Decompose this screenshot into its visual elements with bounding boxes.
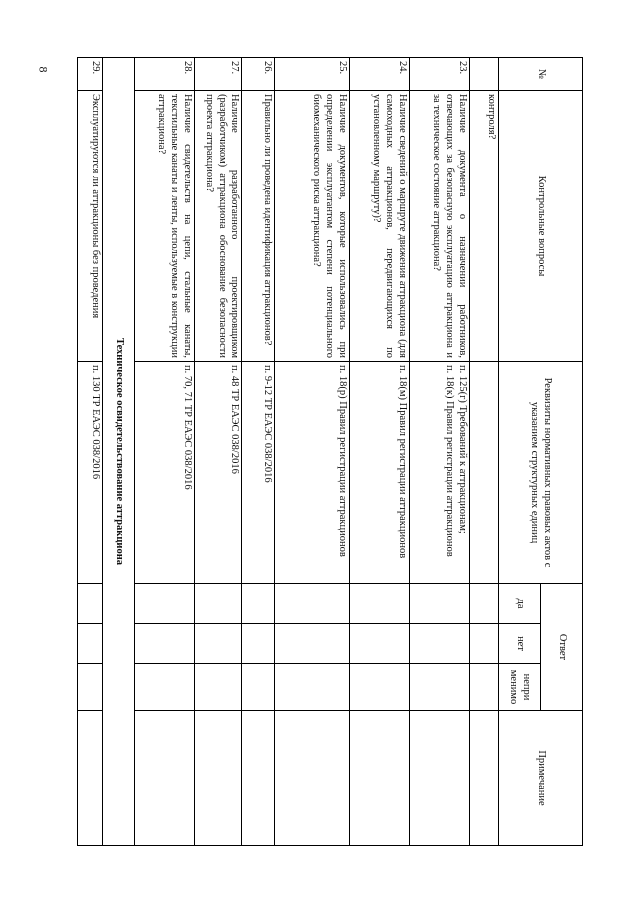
header-answer-yes: да (499, 584, 541, 624)
answer-na-cell[interactable] (78, 664, 103, 711)
requisites-cell (470, 362, 499, 584)
note-cell[interactable] (409, 711, 469, 846)
header-answer-no: нет (499, 624, 541, 664)
requisite-line: п. 130 ТР ЕАЭС 038/2016 (89, 365, 101, 480)
answer-na-cell[interactable] (134, 664, 194, 711)
question-cell: Наличие документа о назначении работников, отвечающих за безопасную эксплуатацию аттракциона и за техническое состояние аттракциона? (409, 91, 469, 362)
row-number: 23. (409, 58, 469, 91)
answer-no-cell[interactable] (134, 624, 194, 664)
answer-yes-cell[interactable] (134, 584, 194, 624)
answer-no-cell[interactable] (195, 624, 242, 664)
question-cell: контроля? (470, 91, 499, 362)
header-number: № (499, 58, 583, 91)
requisites-cell (78, 362, 103, 584)
note-cell[interactable] (78, 711, 103, 846)
question-cell: Наличие свидетельств на цепи, стальные канаты, текстильные канаты и ленты, используемые в конструкции аттракциона? (134, 91, 194, 362)
note-cell[interactable] (134, 711, 194, 846)
table-row (195, 58, 242, 846)
answer-yes-cell[interactable] (195, 584, 242, 624)
row-number: 26. (242, 58, 274, 91)
answer-yes-cell[interactable] (349, 584, 409, 624)
answer-no-cell[interactable] (78, 624, 103, 664)
table-row (134, 58, 194, 846)
table-row-continuation (470, 58, 499, 846)
requisites-cell (349, 362, 409, 584)
answer-yes-cell[interactable] (274, 584, 349, 624)
header-requisites: Реквизиты нормативных правовых актов с указанием структурных единиц (499, 362, 583, 584)
question-cell: Наличие сведений о маршруте движения аттракциона (для самоходных аттракционов, передвигающихся по установленному маршруту)? (349, 91, 409, 362)
answer-no-cell[interactable] (349, 624, 409, 664)
note-cell[interactable] (195, 711, 242, 846)
table-row (242, 58, 274, 846)
page-number: 8 (36, 66, 51, 73)
answer-no-cell[interactable] (470, 624, 499, 664)
requisites-cell (242, 362, 274, 584)
question-cell: Наличие документов, которые использовались при определении эксплуатантом степени потенциального биомеханического риска аттракциона? (274, 91, 349, 362)
note-cell[interactable] (242, 711, 274, 846)
requisites-cell (195, 362, 242, 584)
requisite-line: п. 18(м) Правил регистрации аттракционов (396, 365, 408, 559)
answer-no-cell[interactable] (242, 624, 274, 664)
rotated-page-content (77, 57, 583, 845)
row-number: 29. (78, 58, 103, 91)
requisite-line: п. 125(г) Требований к аттракционам; (457, 365, 469, 534)
note-cell[interactable] (349, 711, 409, 846)
row-number: 25. (274, 58, 349, 91)
requisites-cell (409, 362, 469, 584)
answer-na-cell[interactable] (195, 664, 242, 711)
requisites-cell (134, 362, 194, 584)
answer-yes-cell[interactable] (409, 584, 469, 624)
requisite-line: п. 18(к) Правил регистрации аттракционов (444, 365, 456, 557)
table-row (274, 58, 349, 846)
answer-na-cell[interactable] (349, 664, 409, 711)
note-cell[interactable] (470, 711, 499, 846)
requisite-line: п. 18(р) Правил регистрации аттракционов (336, 365, 348, 557)
answer-na-cell[interactable] (274, 664, 349, 711)
question-cell: Правильно ли проведена идентификация аттракционов? (242, 91, 274, 362)
answer-yes-cell[interactable] (78, 584, 103, 624)
table-row (349, 58, 409, 846)
row-number: 27. (195, 58, 242, 91)
section-title: Техническое освидетельствование аттракциона (102, 58, 134, 846)
row-number: 24. (349, 58, 409, 91)
answer-na-cell[interactable] (242, 664, 274, 711)
question-cell: Наличие разработанного проектировщиком (разработчиком) аттракциона обоснование безопасности проекта аттракциона? (195, 91, 242, 362)
answer-no-cell[interactable] (274, 624, 349, 664)
answer-yes-cell[interactable] (242, 584, 274, 624)
header-answer-not-applicable: непри менимо (499, 664, 541, 711)
answer-na-cell[interactable] (470, 664, 499, 711)
section-row (102, 58, 134, 846)
checklist-table (77, 57, 583, 846)
note-cell[interactable] (274, 711, 349, 846)
header-answer: Ответ (541, 584, 583, 711)
requisites-cell (274, 362, 349, 584)
requisite-line: п. 48 ТР ЕАЭС 038/2016 (229, 365, 241, 474)
requisite-line: п. 9-12 ТР ЕАЭС 038/2016 (261, 365, 273, 483)
header-questions: Контрольные вопросы (499, 91, 583, 362)
header-note: Примечание (499, 711, 583, 846)
number-cell (470, 58, 499, 91)
answer-no-cell[interactable] (409, 624, 469, 664)
answer-na-cell[interactable] (409, 664, 469, 711)
table-row (409, 58, 469, 846)
requisite-line: п. 70, 71 ТР ЕАЭС 038/2016 (182, 365, 194, 490)
table-row (78, 58, 103, 846)
question-cell: Эксплуатируются ли аттракционы без проведения (78, 91, 103, 362)
row-number: 28. (134, 58, 194, 91)
answer-yes-cell[interactable] (470, 584, 499, 624)
